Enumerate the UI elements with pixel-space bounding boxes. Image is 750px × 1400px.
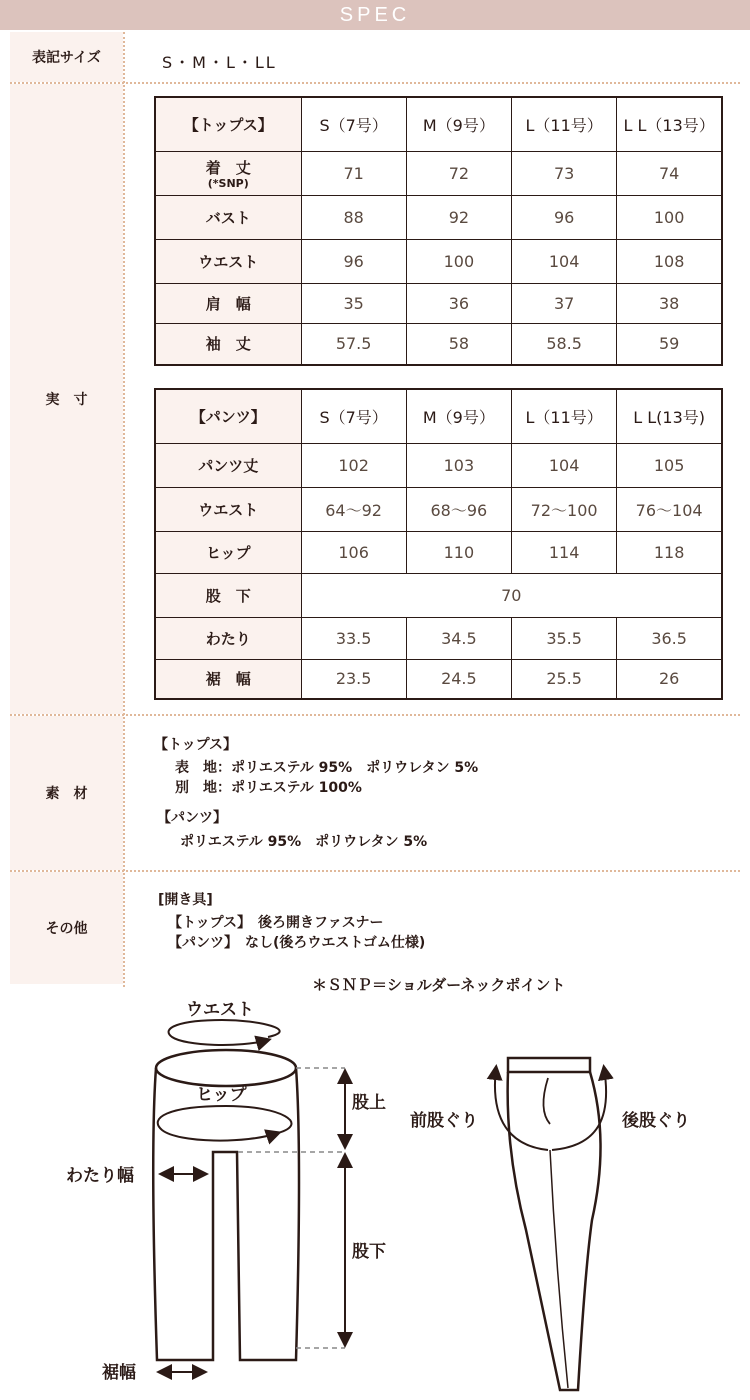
table-cell: 72 bbox=[406, 151, 511, 195]
table-header-cell: L L(13号) bbox=[617, 389, 722, 443]
snp-note: ＊ＳＮＰ＝ショルダーネックポイント bbox=[312, 976, 566, 994]
hip-label: ヒップ bbox=[196, 1085, 247, 1105]
table-cell: 92 bbox=[406, 195, 511, 239]
row-label: 袖 丈 bbox=[155, 323, 301, 365]
material-tops-line1: 表 地：ポリエステル 95% ポリウレタン 5% bbox=[175, 760, 479, 776]
row-label: わたり bbox=[155, 617, 301, 659]
table-cell: 35.5 bbox=[512, 617, 617, 659]
table-header-cell: L（11号） bbox=[512, 97, 617, 151]
table-row bbox=[155, 195, 722, 239]
waist-arrow bbox=[169, 1020, 280, 1045]
thigh-hem-arrows bbox=[160, 1174, 205, 1372]
table-cell: 73 bbox=[512, 151, 617, 195]
table-row bbox=[155, 283, 722, 323]
row-label: 着 丈 (*SNP) bbox=[155, 151, 301, 195]
table-cell: 110 bbox=[406, 531, 511, 573]
table-cell: 58 bbox=[406, 323, 511, 365]
inseam-label: 股下 bbox=[352, 1242, 386, 1262]
table-cell: 76～104 bbox=[617, 487, 722, 531]
pants-size-table bbox=[154, 388, 723, 700]
table-cell: 26 bbox=[617, 659, 722, 699]
table-cell: 96 bbox=[301, 239, 406, 283]
table-row bbox=[155, 617, 722, 659]
row-label: 股 下 bbox=[155, 573, 301, 617]
measure-guides bbox=[238, 1068, 345, 1348]
size-values: S・M・L・LL bbox=[162, 53, 277, 72]
other-label: その他 bbox=[10, 872, 123, 984]
table-row bbox=[155, 573, 722, 617]
closure-title: [開き具] bbox=[158, 892, 213, 908]
table-cell: 59 bbox=[617, 323, 722, 365]
row-label: バスト bbox=[155, 195, 301, 239]
pants-side-outline bbox=[508, 1058, 601, 1390]
table-cell: 71 bbox=[301, 151, 406, 195]
row-label: ヒップ bbox=[155, 531, 301, 573]
table-header-cell: 【トップス】 bbox=[155, 97, 301, 151]
material-tops-title: 【トップス】 bbox=[154, 737, 238, 753]
row-label: 肩 幅 bbox=[155, 283, 301, 323]
table-cell: 96 bbox=[512, 195, 617, 239]
table-row bbox=[155, 151, 722, 195]
table-cell: 118 bbox=[617, 531, 722, 573]
table-cell: 35 bbox=[301, 283, 406, 323]
front-rise-label: 前股ぐり bbox=[410, 1111, 478, 1131]
table-cell: 38 bbox=[617, 283, 722, 323]
table-cell: 74 bbox=[617, 151, 722, 195]
divider bbox=[10, 870, 740, 872]
column-divider bbox=[123, 32, 125, 987]
divider bbox=[10, 714, 740, 716]
table-cell: 100 bbox=[406, 239, 511, 283]
divider bbox=[10, 82, 740, 84]
row-label: ウエスト bbox=[155, 487, 301, 531]
table-cell: 104 bbox=[512, 239, 617, 283]
material-label: 素 材 bbox=[10, 716, 123, 870]
row-label: 裾 幅 bbox=[155, 659, 301, 699]
thigh-label: わたり幅 bbox=[66, 1166, 134, 1186]
table-row bbox=[155, 531, 722, 573]
table-cell: 24.5 bbox=[406, 659, 511, 699]
front-rise-arrow bbox=[495, 1068, 548, 1150]
table-cell: 108 bbox=[617, 239, 722, 283]
table-cell: 58.5 bbox=[512, 323, 617, 365]
table-cell: 37 bbox=[512, 283, 617, 323]
hip-arrow bbox=[158, 1106, 292, 1141]
closure-tops: 【トップス】 後ろ開きファスナー bbox=[168, 915, 384, 931]
table-header-cell: S（7号） bbox=[301, 389, 406, 443]
table-cell: 104 bbox=[512, 443, 617, 487]
table-cell: 88 bbox=[301, 195, 406, 239]
table-header-cell: M（9号） bbox=[406, 97, 511, 151]
rise-label: 股上 bbox=[352, 1093, 386, 1113]
spec-header: SPEC bbox=[0, 0, 750, 30]
material-pants-title: 【パンツ】 bbox=[157, 810, 227, 826]
table-header-cell: M（9号） bbox=[406, 389, 511, 443]
table-row bbox=[155, 323, 722, 365]
table-cell: 25.5 bbox=[512, 659, 617, 699]
table-cell: 103 bbox=[406, 443, 511, 487]
table-row bbox=[155, 443, 722, 487]
table-cell: 100 bbox=[617, 195, 722, 239]
measure-label: 実 寸 bbox=[10, 84, 123, 714]
table-cell: 114 bbox=[512, 531, 617, 573]
table-cell: 33.5 bbox=[301, 617, 406, 659]
row-label: パンツ丈 bbox=[155, 443, 301, 487]
pants-measurement-diagram bbox=[0, 990, 750, 1400]
back-rise-label: 後股ぐり bbox=[622, 1111, 690, 1131]
table-cell: 36.5 bbox=[617, 617, 722, 659]
table-cell: 34.5 bbox=[406, 617, 511, 659]
table-cell: 102 bbox=[301, 443, 406, 487]
table-cell: 106 bbox=[301, 531, 406, 573]
table-header-cell: L（11号） bbox=[512, 389, 617, 443]
tops-size-table bbox=[154, 96, 723, 366]
table-cell: 105 bbox=[617, 443, 722, 487]
table-cell: 72～100 bbox=[512, 487, 617, 531]
row-label: ウエスト bbox=[155, 239, 301, 283]
table-cell: 68～96 bbox=[406, 487, 511, 531]
material-tops-line2: 別 地：ポリエステル 100% bbox=[175, 780, 362, 796]
table-row bbox=[155, 239, 722, 283]
material-pants-line1: ポリエステル 95% ポリウレタン 5% bbox=[180, 834, 428, 850]
table-row bbox=[155, 487, 722, 531]
table-cell: 70 bbox=[301, 573, 722, 617]
table-cell: 23.5 bbox=[301, 659, 406, 699]
table-header-cell: L L（13号） bbox=[617, 97, 722, 151]
hem-label: 裾幅 bbox=[102, 1363, 136, 1383]
table-cell: 36 bbox=[406, 283, 511, 323]
table-cell: 64～92 bbox=[301, 487, 406, 531]
table-cell: 57.5 bbox=[301, 323, 406, 365]
waist-label: ウエスト bbox=[186, 1000, 254, 1020]
table-header-cell: 【パンツ】 bbox=[155, 389, 301, 443]
size-label: 表記サイズ bbox=[10, 32, 123, 82]
table-row bbox=[155, 659, 722, 699]
table-header-cell: S（7号） bbox=[301, 97, 406, 151]
closure-pants: 【パンツ】 なし(後ろウエストゴム仕様) bbox=[168, 935, 426, 951]
